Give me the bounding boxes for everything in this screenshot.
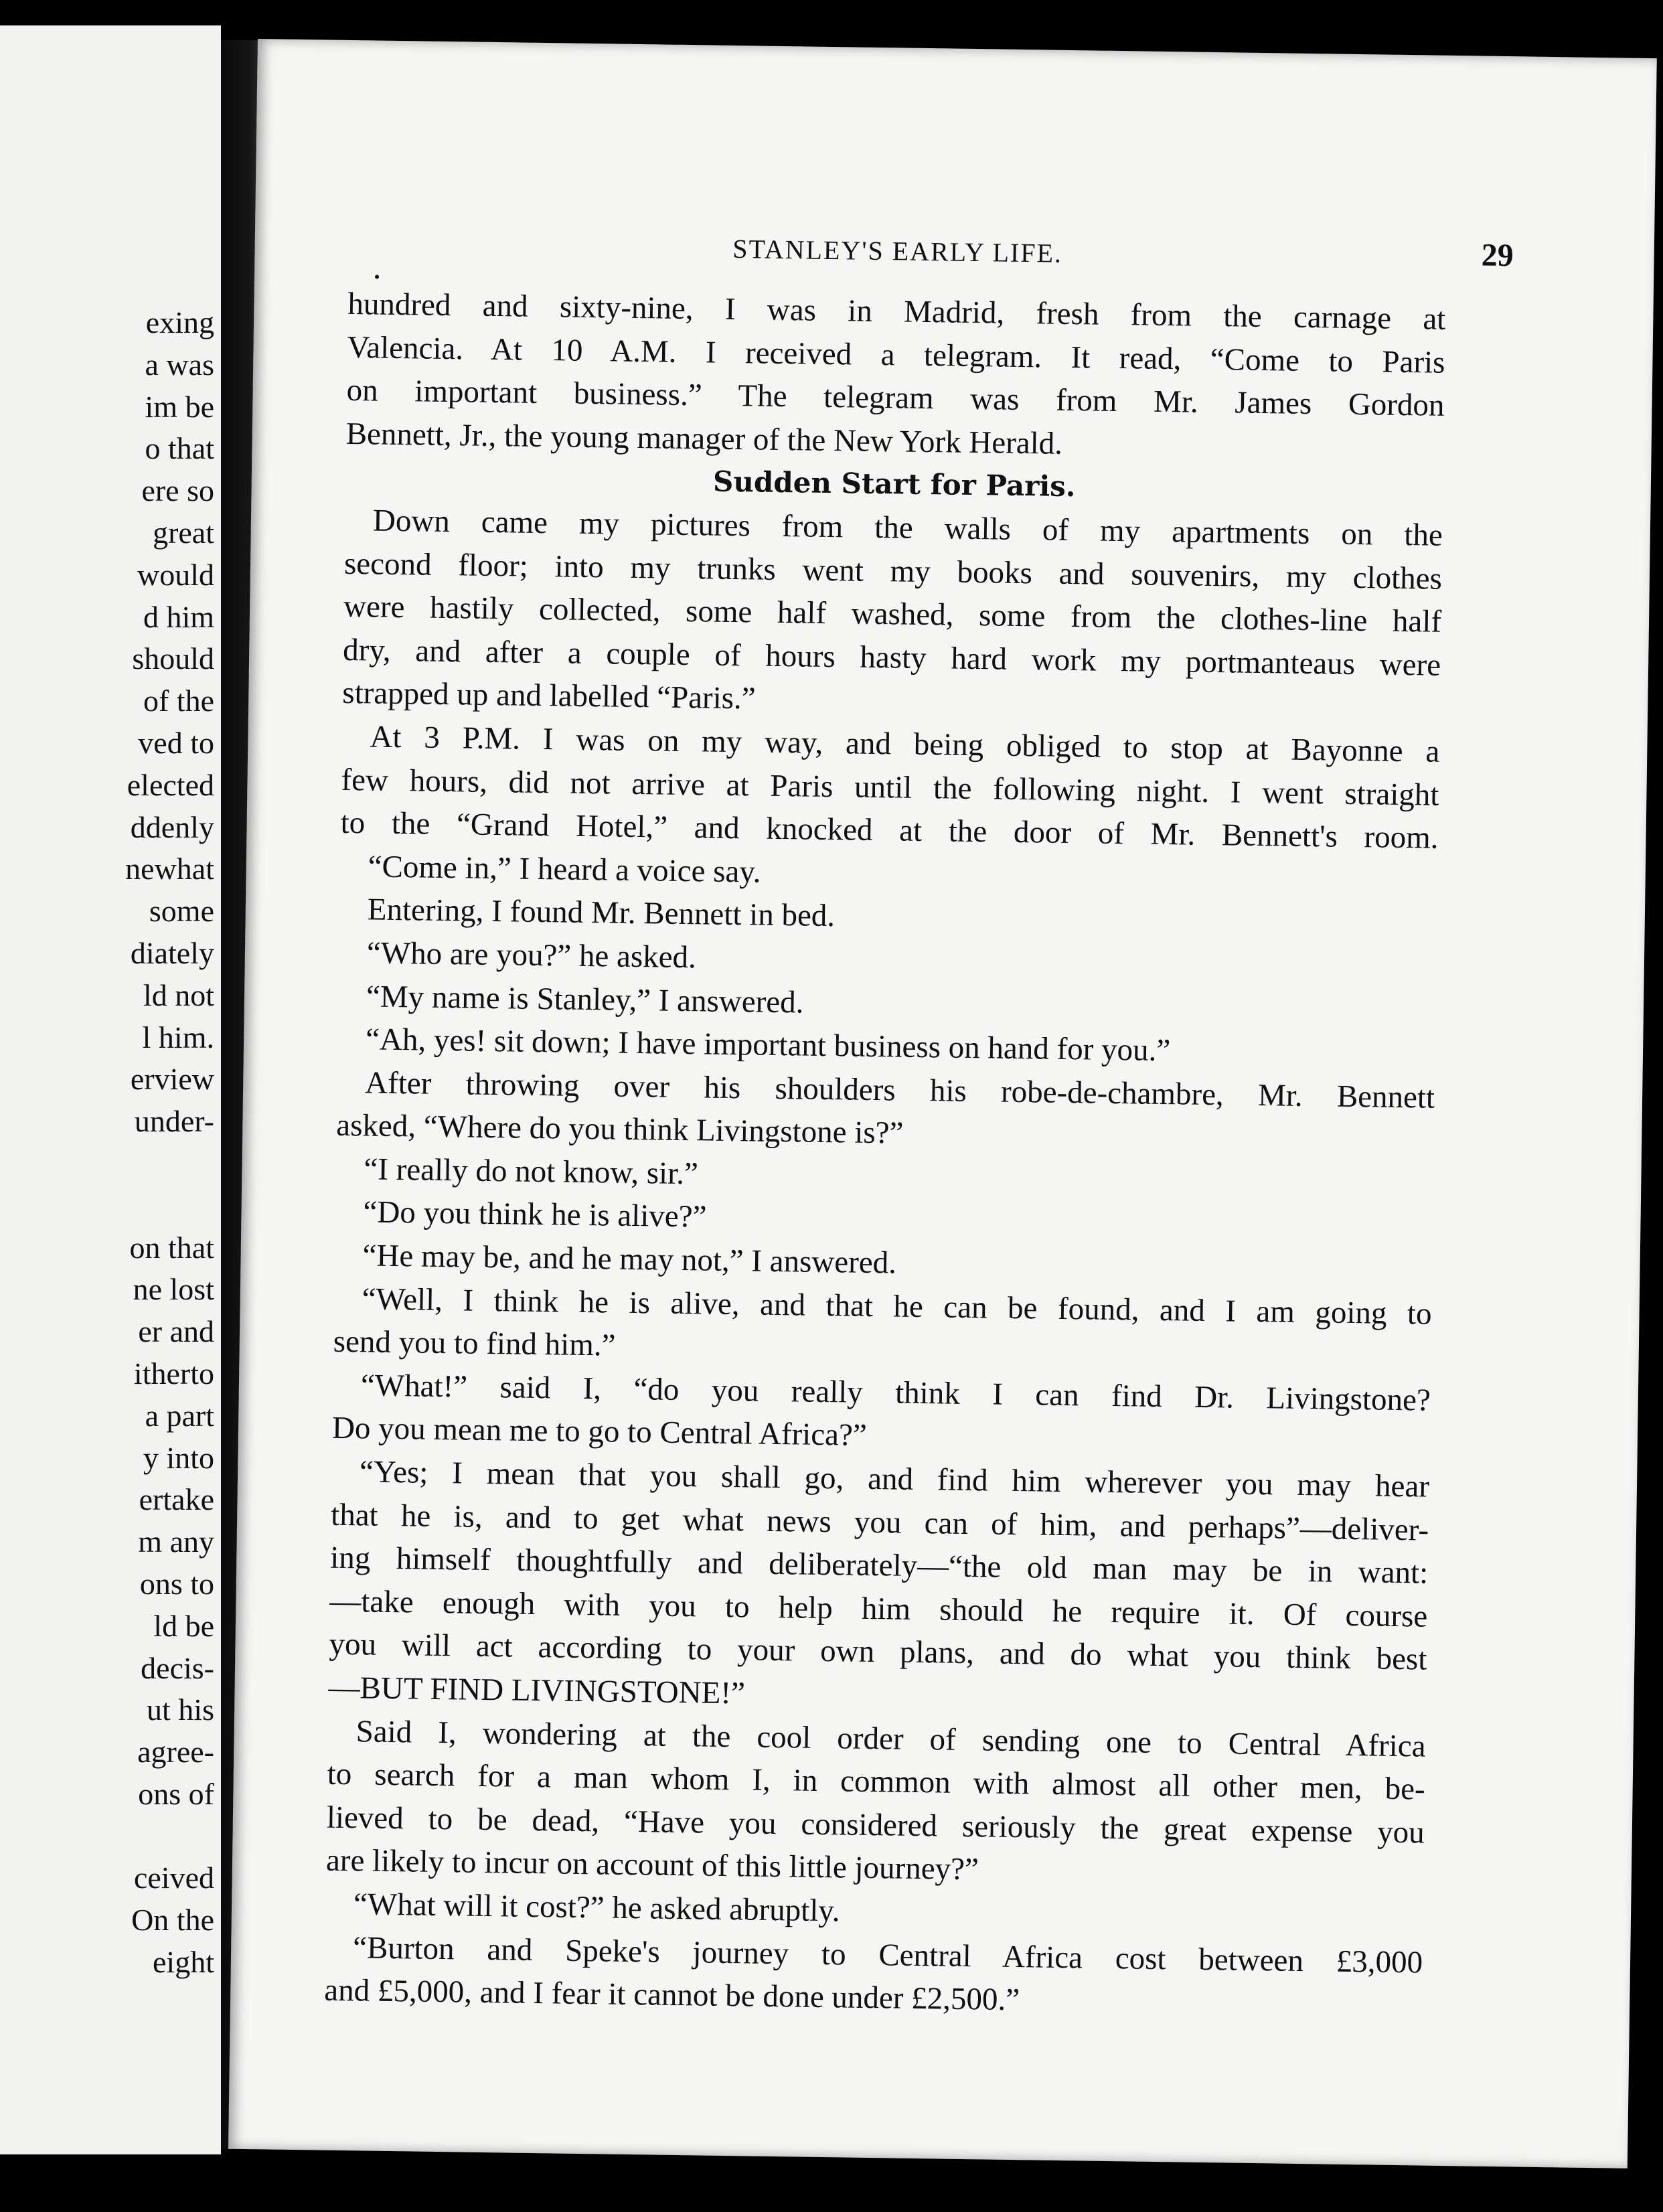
text-line: —BUT FIND LIVINGSTONE!” (328, 1670, 746, 1711)
left-page-line: a was (145, 347, 214, 382)
left-page-line: would (137, 557, 214, 592)
page-content (323, 221, 1514, 2027)
left-page-line: im be (145, 389, 214, 424)
text-line: After throwing over his shoulders his robe-de-chambre, Mr. Bennett (364, 1065, 1435, 1115)
left-page-line: of the (143, 684, 214, 718)
text-line: “Well, I think he is alive, and that he can be found, and I am going to (362, 1281, 1432, 1332)
text-line: —take enough with you to help him should he require it. Of course (329, 1583, 1428, 1634)
text-line: “I really do not know, sir.” (364, 1152, 699, 1192)
left-page-line: under- (134, 1104, 214, 1139)
left-page-line: ne lost (133, 1272, 214, 1307)
left-page-line: ddenly (130, 809, 214, 844)
text-line: At 3 P.M. I was on my way, and being obliged to stop at Bayonne a (370, 719, 1440, 769)
text-line: “Ah, yes! sit down; I have important business on hand for you.” (365, 1022, 1171, 1069)
left-page-line: a part (145, 1398, 214, 1433)
text-line: were hastily collected, some half washed, some from the clothes-line half (343, 589, 1442, 639)
left-page-line: ons to (139, 1566, 214, 1601)
left-page-line: ertake (139, 1482, 214, 1517)
left-page-line (0, 1816, 214, 1858)
left-page-line: ld be (153, 1608, 214, 1643)
text-line: are likely to incur on account of this little journey?” (325, 1843, 979, 1887)
text-line: hundred and sixty-nine, I was in Madrid, fresh from the carnage at (347, 286, 1446, 337)
text-line: on important business.” The telegram was from Mr. James Gordon (346, 373, 1445, 423)
left-page-line: ved to (138, 725, 214, 760)
left-page-line: decis- (141, 1650, 214, 1685)
left-page-line: ere so (141, 473, 214, 508)
text-line: “He may be, and he may not,” I answered. (362, 1238, 897, 1281)
text-line: and £5,000, and I fear it cannot be done under £2,500.” (323, 1972, 1020, 2018)
text-line: lieved to be dead, “Have you considered seriously the great expense you (326, 1800, 1425, 1850)
left-page-line: great (153, 515, 214, 550)
left-page-line: ons of (138, 1776, 214, 1811)
left-page-line: on that (129, 1230, 214, 1265)
left-page-line: itherto (133, 1356, 214, 1391)
text-line: Entering, I found Mr. Bennett in bed. (367, 892, 836, 934)
left-page-line: l him. (142, 1020, 214, 1054)
text-line: Said I, wondering at the cool order of sending one to Central Africa (355, 1713, 1426, 1764)
left-page-line: ld not (143, 977, 214, 1012)
text-line: “What!” said I, “do you really think I can find Dr. Livingstone? (360, 1368, 1431, 1418)
left-page-line: eight (153, 1945, 214, 1980)
text-line: “Who are you?” he asked. (366, 935, 697, 975)
text-line: Valencia. At 10 A.M. I received a telegram. It read, “Come to Paris (347, 329, 1445, 380)
text-line: “Yes; I mean that you shall go, and find him wherever you may hear (359, 1454, 1430, 1504)
text-line: few hours, did not arrive at Paris until the following night. I went straight (341, 762, 1439, 813)
text-line: strapped up and labelled “Paris.” (342, 676, 756, 716)
left-page-line: erview (130, 1062, 214, 1097)
right-page (228, 39, 1657, 2168)
left-page-line: er and (138, 1314, 214, 1349)
left-page-line: ut his (147, 1692, 214, 1727)
left-page-line: d him (143, 599, 214, 634)
text-line: you will act according to your own plans, and do what you think best (329, 1627, 1427, 1678)
left-page-line: diately (130, 935, 214, 970)
running-head: STANLEY'S EARLY LIFE. (732, 233, 1063, 268)
text-line: “My name is Stanley,” I answered. (366, 978, 804, 1020)
left-page-line: exing (145, 305, 214, 339)
left-page-fragment (0, 25, 221, 2154)
header-dot (375, 274, 379, 279)
text-line: Down came my pictures from the walls of my apartments on the (372, 503, 1443, 553)
text-line: ing himself thoughtfully and deliberately—“the old man may be in want: (329, 1540, 1429, 1591)
text-line: “Come in,” I heard a voice say. (368, 849, 761, 890)
text-line: dry, and after a couple of hours hasty hard work my portmanteaus were (342, 632, 1441, 683)
left-page-line: some (149, 894, 214, 929)
section-heading: Sudden Start for Paris. (712, 465, 1076, 503)
page-number: 29 (1481, 237, 1514, 274)
text-line: to the “Grand Hotel,” and knocked at the door of Mr. Bennett's room. (340, 805, 1439, 856)
text-line: “Do you think he is alive?” (363, 1194, 707, 1235)
left-page-line (0, 1143, 214, 1185)
left-page-line: o that (145, 431, 214, 466)
left-page-line: ceived (133, 1861, 214, 1895)
left-page-text (0, 302, 214, 1984)
text-line: Do you mean me to go to Central Africa?” (331, 1411, 868, 1453)
text-line: “What will it cost?” he asked abruptly. (353, 1887, 840, 1929)
body-text (324, 283, 1446, 2027)
left-page-line: should (132, 641, 214, 676)
left-page-line: m any (138, 1524, 214, 1559)
text-line: send you to find him.” (333, 1324, 616, 1363)
left-page-line: agree- (137, 1735, 214, 1769)
text-line: Bennett, Jr., the young manager of the New York Herald. (345, 416, 1063, 461)
left-page-line: newhat (125, 852, 214, 886)
left-page-line: elected (127, 767, 214, 802)
text-line: that he is, and to get what news you can of him, and perhaps”—deliver- (330, 1497, 1429, 1548)
left-page-line: y into (143, 1440, 214, 1475)
text-line: “Burton and Speke's journey to Central Africa cost between £3,000 (352, 1929, 1423, 1980)
text-line: to search for a man whom I, in common with almost all other men, be- (327, 1756, 1426, 1807)
left-page-line (0, 1185, 214, 1227)
text-line: asked, “Where do you think Livingstone is?” (335, 1108, 904, 1151)
left-page-line: On the (131, 1903, 214, 1938)
text-line: second floor; into my trunks went my books and souvenirs, my clothes (343, 546, 1443, 597)
